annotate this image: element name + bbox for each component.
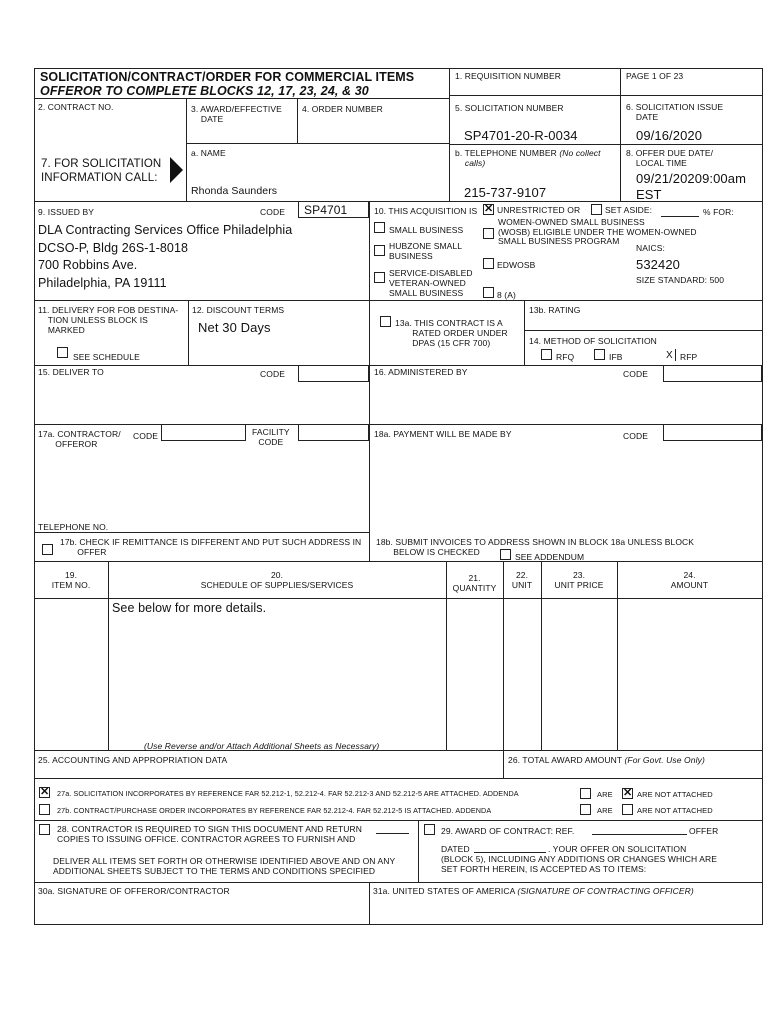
award-date-label: 3. AWARD/EFFECTIVE DATE <box>191 104 282 124</box>
size-standard: SIZE STANDARD: 500 <box>636 275 725 285</box>
far-27b-checkbox[interactable] <box>39 804 50 815</box>
set-aside-label: SET ASIDE: <box>605 205 653 215</box>
unit-header: 22. UNIT <box>511 570 533 590</box>
payment-code-box[interactable] <box>663 424 762 441</box>
contact-name: Rhonda Saunders <box>191 185 278 197</box>
unrestricted-label: UNRESTRICTED OR <box>497 205 581 215</box>
27b-are-checkbox[interactable] <box>580 804 591 815</box>
deliver-to-code-box[interactable] <box>298 365 369 382</box>
wosb-label: WOMEN-OWNED SMALL BUSINESS (WOSB) ELIGIBLE UNDER THE WOMEN-OWNED SMALL BUSINESS PROGRAM <box>498 217 697 246</box>
offer-label: OFFER <box>689 826 719 836</box>
hubzone-label: HUBZONE SMALL BUSINESS <box>389 241 463 261</box>
far-27a-text: 27a. SOLICITATION INCORPORATES BY REFERENCE FAR 52.212-1, 52.212-4. FAR 52.212-3 AND 52.212-5 ARE ATTACHED. ADDENDA <box>57 789 519 798</box>
accounting-label: 25. ACCOUNTING AND APPROPRIATION DATA <box>38 755 228 765</box>
rating-label: 13b. RATING <box>529 305 581 315</box>
rated-order-checkbox[interactable] <box>380 316 391 327</box>
issuer-code: SP4701 <box>304 203 348 217</box>
set-aside-checkbox[interactable] <box>591 204 602 215</box>
rated-order-label: 13a. THIS CONTRACT IS A RATED ORDER UNDER DPAS (15 CFR 700) <box>395 318 508 348</box>
27b-are-not-label: ARE NOT ATTACHED <box>637 806 713 815</box>
order-number-label: 4. ORDER NUMBER <box>302 104 383 114</box>
arrow-right-icon <box>170 157 183 183</box>
delivery-fob-label: 11. DELIVERY FOR FOB DESTINA- TION UNLESS BLOCK IS MARKED <box>38 305 179 335</box>
supplies-header: 20. SCHEDULE OF SUPPLIES/SERVICES <box>200 570 354 590</box>
method-of-solicitation-label: 14. METHOD OF SOLICITATION <box>529 336 657 346</box>
27a-are-not-label: ARE NOT ATTACHED <box>637 790 713 799</box>
issue-date: 09/16/2020 <box>636 128 703 143</box>
administered-by-code-box[interactable] <box>663 365 762 382</box>
facility-code-label: FACILITY CODE <box>252 427 290 447</box>
requisition-number-label: 1. REQUISITION NUMBER <box>455 71 562 81</box>
administered-by-code-label: CODE <box>623 369 648 379</box>
deliver-items-text: DELIVER ALL ITEMS SET FORTH OR OTHERWISE IDENTIFIED ABOVE AND ON ANY ADDITIONAL SHEETS SUBJECT TO THE TERMS AND CONDITIONS SPECIFIED <box>53 856 396 876</box>
naics-label: NAICS: <box>636 243 665 253</box>
contract-no-label: 2. CONTRACT NO. <box>38 102 114 112</box>
issued-by-label: 9. ISSUED BY <box>38 207 94 217</box>
set-aside-percent-line <box>661 216 699 217</box>
remittance-label: 17b. CHECK IF REMITTANCE IS DIFFERENT AND PUT SUCH ADDRESS IN OFFER <box>60 537 362 557</box>
27a-are-checkbox[interactable] <box>580 788 591 799</box>
payment-by-label: 18a. PAYMENT WILL BE MADE BY <box>374 429 512 439</box>
dated-label: DATED <box>441 844 470 854</box>
edwosb-checkbox[interactable] <box>483 258 494 269</box>
facility-code-box[interactable] <box>298 424 369 441</box>
sdvosb-checkbox[interactable] <box>374 272 385 283</box>
unit-price-header: 23. UNIT PRICE <box>554 570 604 590</box>
schedule-details: See below for more details. <box>112 601 267 615</box>
solicitation-number: SP4701-20-R-0034 <box>464 128 578 143</box>
total-award-label: 26. TOTAL AWARD AMOUNT (For Govt. Use Only) <box>508 755 705 765</box>
wosb-checkbox[interactable] <box>483 228 494 239</box>
ifb-checkbox[interactable] <box>594 349 605 360</box>
form-title: SOLICITATION/CONTRACT/ORDER FOR COMMERCIAL ITEMS <box>40 70 415 84</box>
rfp-label: RFP <box>680 352 698 362</box>
payment-code-label: CODE <box>623 431 648 441</box>
acquisition-label: 10. THIS ACQUISITION IS <box>374 206 478 216</box>
contact-phone: 215-737-9107 <box>464 185 547 200</box>
contractor-code-box[interactable] <box>161 424 246 441</box>
invoice-label: 18b. SUBMIT INVOICES TO ADDRESS SHOWN IN BLOCK 18a UNLESS BLOCK BELOW IS CHECKED <box>376 537 695 557</box>
percent-for-label: % FOR: <box>703 207 734 217</box>
contact-name-label: a. NAME <box>191 148 226 158</box>
form-instructions: OFFEROR TO COMPLETE BLOCKS 12, 17, 23, 24, & 30 <box>40 84 369 98</box>
offer-due-label: 8. OFFER DUE DATE/ LOCAL TIME <box>626 148 714 168</box>
eight-a-checkbox[interactable] <box>483 287 494 298</box>
issue-date-label: 6. SOLICITATION ISSUE DATE <box>626 102 724 122</box>
quantity-header: 21. QUANTITY <box>452 573 497 593</box>
contracting-officer-signature-label: 31a. UNITED STATES OF AMERICA (SIGNATURE OF CONTRACTING OFFICER) <box>373 886 694 896</box>
small-business-checkbox[interactable] <box>374 222 385 233</box>
remittance-checkbox[interactable] <box>42 544 53 555</box>
rfq-checkbox[interactable] <box>541 349 552 360</box>
issuer-address: DLA Contracting Services Office Philadelphia DCSO-P, Bldg 26S-1-8018 700 Robbins Ave. Philadelphia, PA 19111 <box>38 223 293 290</box>
contractor-sign-text: 28. CONTRACTOR IS REQUIRED TO SIGN THIS DOCUMENT AND RETURN COPIES TO ISSUING OFFICE. CONTRACTOR AGREES TO FURNISH AND <box>57 824 363 844</box>
27b-are-label: ARE <box>597 806 613 815</box>
contractor-code-label: CODE <box>133 431 158 441</box>
award-checkbox[interactable] <box>424 824 435 835</box>
telephone-no-label: TELEPHONE NO. <box>38 522 109 532</box>
acceptance-text: . YOUR OFFER ON SOLICITATION (BLOCK 5), INCLUDING ANY ADDITIONS OR CHANGES WHICH ARE SET FORTH HEREIN, IS ACCEPTED AS TO ITEMS: <box>441 844 717 874</box>
rfq-label: RFQ <box>556 352 575 362</box>
schedule-footnote: (Use Reverse and/or Attach Additional Sheets as Necessary) <box>144 741 380 751</box>
small-business-label: SMALL BUSINESS <box>389 225 464 235</box>
deliver-to-code-label: CODE <box>260 369 285 379</box>
award-of-contract-label: 29. AWARD OF CONTRACT: REF. <box>441 826 575 836</box>
issuer-code-label: CODE <box>260 207 285 217</box>
solicitation-info-label: 7. FOR SOLICITATION INFORMATION CALL: <box>41 158 162 184</box>
rfp-checkbox[interactable]: X <box>666 350 673 361</box>
unrestricted-checkbox[interactable]: ✕ <box>484 203 494 215</box>
27a-are-not-checkbox[interactable]: ✕ <box>623 787 633 799</box>
see-addendum-checkbox[interactable] <box>500 549 511 560</box>
administered-by-label: 16. ADMINISTERED BY <box>374 367 468 377</box>
page-number: PAGE 1 OF 23 <box>626 71 684 81</box>
offer-due-value: 09/21/20209:00am EST <box>636 171 747 202</box>
solicitation-number-label: 5. SOLICITATION NUMBER <box>455 103 564 113</box>
amount-header: 24. AMOUNT <box>670 570 709 590</box>
item-no-header: 19. ITEM NO. <box>51 570 91 590</box>
offeror-signature-label: 30a. SIGNATURE OF OFFEROR/CONTRACTOR <box>38 886 230 896</box>
see-schedule-label: SEE SCHEDULE <box>73 352 140 362</box>
ifb-label: IFB <box>609 352 623 362</box>
27b-are-not-checkbox[interactable] <box>622 804 633 815</box>
far-27b-text: 27b. CONTRACT/PURCHASE ORDER INCORPORATES BY REFERENCE FAR 52.212-4. FAR 52.212-5 IS ATTACHED. ADDENDA <box>57 806 492 815</box>
far-27a-checkbox[interactable]: ✕ <box>40 786 50 798</box>
discount-terms-label: 12. DISCOUNT TERMS <box>192 305 285 315</box>
discount-terms: Net 30 Days <box>198 320 271 335</box>
telephone-label: b. TELEPHONE NUMBER (No collect calls) <box>455 148 601 168</box>
sdvosb-label: SERVICE-DISABLED VETERAN-OWNED SMALL BUSINESS <box>389 268 473 298</box>
deliver-to-label: 15. DELIVER TO <box>38 367 104 377</box>
see-addendum-label: SEE ADDENDUM <box>515 552 585 562</box>
edwosb-label: EDWOSB <box>497 260 536 270</box>
eight-a-label: 8 (A) <box>497 290 516 300</box>
contractor-label: 17a. CONTRACTOR/ OFFEROR <box>38 429 121 449</box>
see-schedule-checkbox[interactable] <box>57 347 68 358</box>
naics-code: 532420 <box>636 257 680 272</box>
hubzone-checkbox[interactable] <box>374 245 385 256</box>
contractor-sign-checkbox[interactable] <box>39 824 50 835</box>
27a-are-label: ARE <box>597 790 613 799</box>
